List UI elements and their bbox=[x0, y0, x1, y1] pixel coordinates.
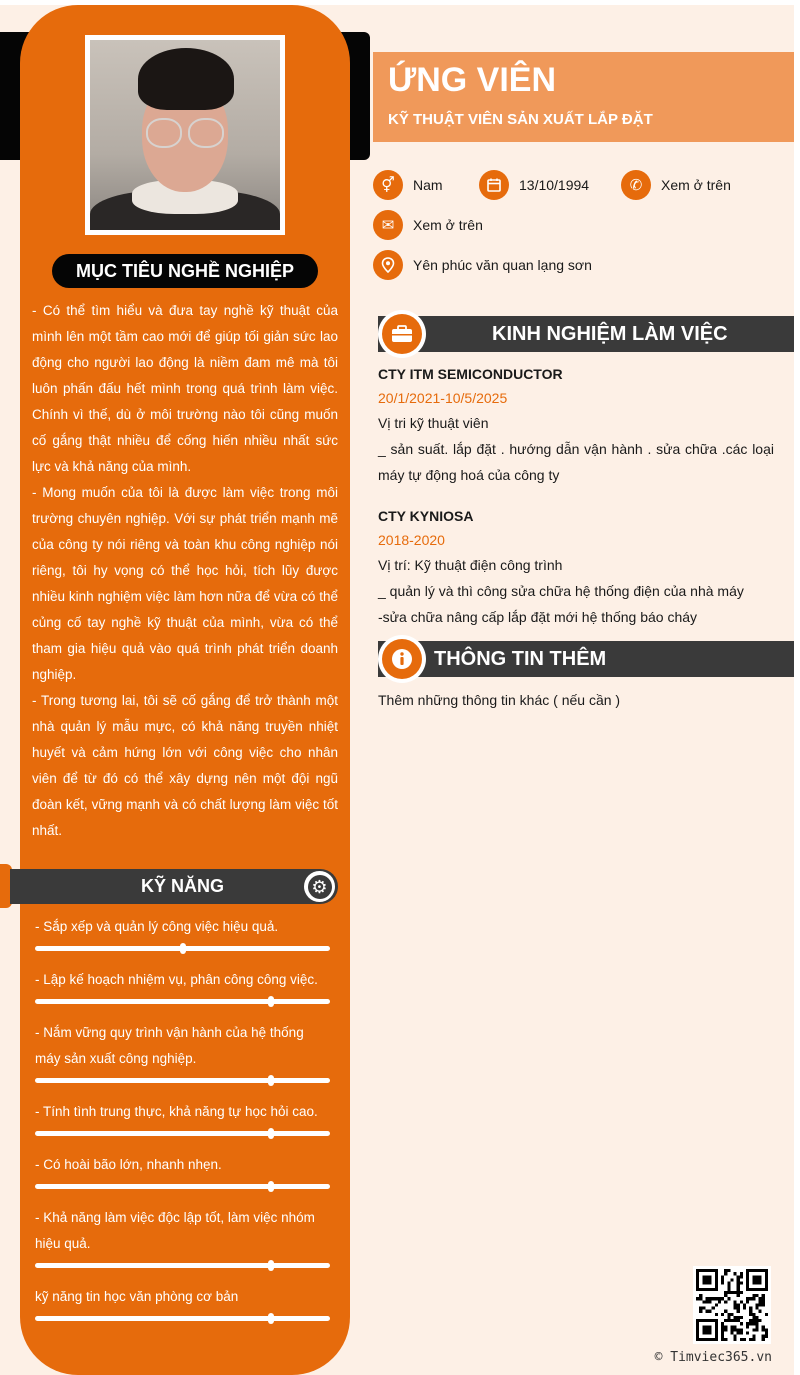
skill-label: - Khả năng làm việc độc lập tốt, làm việc nhóm hiệu quả. bbox=[35, 1210, 315, 1251]
job-detail: _ sản suất. lắp đặt . hướng dẫn vận hành . sửa chữa .các loại máy tự động hoá của công ty bbox=[378, 441, 774, 483]
job-detail: _ quản lý và thì công sửa chữa hệ thống điện của nhà máy bbox=[378, 583, 744, 599]
phone-value: Xem ở trên bbox=[661, 177, 731, 193]
address-value: Yên phúc văn quan lạng sơn bbox=[413, 257, 592, 273]
skills-heading: KỸ NĂNG bbox=[140, 876, 224, 896]
skill-level-knob bbox=[268, 1260, 274, 1271]
skill-level-track bbox=[35, 946, 330, 951]
experience-heading: KINH NGHIỆM LÀM VIỆC bbox=[492, 323, 728, 345]
birthday-value: 13/10/1994 bbox=[519, 177, 590, 193]
skill-level-track bbox=[35, 999, 330, 1004]
phone-info bbox=[621, 170, 731, 200]
skill-level-knob bbox=[268, 1128, 274, 1139]
extra-text: Thêm những thông tin khác ( nếu cần ) bbox=[378, 692, 621, 708]
company-name: CTY KYNIOSA bbox=[378, 508, 474, 524]
skill-level-track bbox=[35, 1078, 330, 1083]
extra-heading: THÔNG TIN THÊM bbox=[434, 648, 607, 670]
location-icon bbox=[373, 250, 403, 280]
job-period: 2018-2020 bbox=[378, 532, 445, 548]
skill-level-knob bbox=[268, 1313, 274, 1324]
gear-icon: ⚙ bbox=[304, 871, 335, 902]
objective-paragraph: - Mong muốn của tôi là được làm việc trong môi trường chuyên nghiệp. Với sự phát triển mạnh mẽ của công ty nói riêng và toàn khu công nghiệp nói riêng, tôi hy vọng có thể học hỏi, tích lũy được nhiều kinh nghiệm việc làm hơn nữa để vừa có thể củng cố tay nghề kỹ thuật của mình, vừa có thể tham gia hiệu quả vào quá trình phát triển doanh nghiệp. bbox=[32, 485, 338, 682]
email-icon: ✉ bbox=[373, 210, 403, 240]
skill-label: - Có hoài bão lớn, nhanh nhẹn. bbox=[35, 1157, 222, 1172]
job-detail: -sửa chữa nâng cấp lắp đặt mới hệ thống báo cháy bbox=[378, 609, 698, 625]
skill-level-knob bbox=[268, 1181, 274, 1192]
gender-info bbox=[373, 170, 443, 200]
email-value: Xem ở trên bbox=[413, 217, 483, 233]
email-info bbox=[373, 210, 483, 240]
job-entry bbox=[378, 362, 774, 488]
skill-level-track bbox=[35, 1316, 330, 1321]
avatar-photo bbox=[90, 40, 280, 230]
experience-heading-bar bbox=[378, 316, 794, 352]
job-position: Vị trí: Kỹ thuật điện công trình bbox=[378, 557, 563, 573]
qr-code-icon bbox=[693, 1266, 771, 1344]
footer-credit: © Timviec365.vn bbox=[654, 1350, 772, 1365]
objective-heading: MỤC TIÊU NGHỀ NGHIỆP bbox=[52, 254, 318, 288]
skill-item bbox=[35, 1099, 330, 1136]
objective-text bbox=[32, 298, 338, 844]
gender-icon: ⚥ bbox=[373, 170, 403, 200]
job-position: Vị tri kỹ thuật viên bbox=[378, 415, 489, 431]
skill-label: kỹ năng tin học văn phòng cơ bản bbox=[35, 1289, 239, 1304]
skill-level-track bbox=[35, 1131, 330, 1136]
phone-icon: ✆ bbox=[621, 170, 651, 200]
skill-level-knob bbox=[180, 943, 186, 954]
skill-item bbox=[35, 1020, 330, 1083]
calendar-icon bbox=[479, 170, 509, 200]
skill-item bbox=[35, 967, 330, 1004]
objective-paragraph: - Trong tương lai, tôi sẽ cố gắng để trở thành một nhà quản lý mẫu mực, có khả năng truyền nhiệt huyết và cảm hứng lớn với công việc cho nhân viên để từ đó có thể xây dựng nên một đội ngũ đoàn kết, vững mạnh và có chất lượng làm việc tốt nhất. bbox=[32, 693, 338, 838]
skill-level-track bbox=[35, 1184, 330, 1189]
skill-level-track bbox=[35, 1263, 330, 1268]
gender-value: Nam bbox=[413, 177, 443, 193]
info-icon bbox=[378, 635, 426, 683]
briefcase-icon bbox=[378, 310, 426, 358]
address-info bbox=[373, 250, 592, 280]
avatar bbox=[85, 35, 285, 235]
skill-level-knob bbox=[268, 1075, 274, 1086]
objective-paragraph: - Có thể tìm hiểu và đưa tay nghề kỹ thuật của mình lên một tầm cao mới để giúp tối giản sức lao động cho người lao động là niềm đam mê mà tôi luôn phấn đấu hết mình trong quá trình làm việc. Chính vì thế, dù ở môi trường nào tôi cũng muốn cố gắng thật nhiều để cống hiến nhiều nhất sức lực và khả năng của mình. bbox=[32, 303, 338, 474]
birthday-info bbox=[479, 170, 589, 200]
job-title: KỸ THUẬT VIÊN SẢN XUẤT LẮP ĐẶT bbox=[388, 111, 653, 128]
skill-item bbox=[35, 1205, 330, 1268]
job-entry bbox=[378, 504, 774, 630]
skill-label: - Nắm vững quy trình vận hành của hệ thống máy sản xuất công nghiệp. bbox=[35, 1025, 304, 1066]
candidate-name: ỨNG VIÊN bbox=[388, 61, 557, 99]
job-period: 20/1/2021-10/5/2025 bbox=[378, 390, 508, 406]
skill-item bbox=[35, 1284, 330, 1321]
skills-heading-bar bbox=[10, 869, 338, 904]
skill-label: - Tính tình trung thực, khả năng tự học hỏi cao. bbox=[35, 1104, 318, 1119]
skill-item bbox=[35, 1152, 330, 1189]
company-name: CTY ITM SEMICONDUCTOR bbox=[378, 366, 563, 382]
skill-item bbox=[35, 914, 330, 951]
skill-label: - Lập kế hoạch nhiệm vụ, phân công công việc. bbox=[35, 972, 318, 987]
skill-label: - Sắp xếp và quản lý công việc hiệu quả. bbox=[35, 919, 279, 934]
extra-heading-bar bbox=[378, 641, 794, 677]
skill-level-knob bbox=[268, 996, 274, 1007]
header-band bbox=[373, 52, 794, 142]
